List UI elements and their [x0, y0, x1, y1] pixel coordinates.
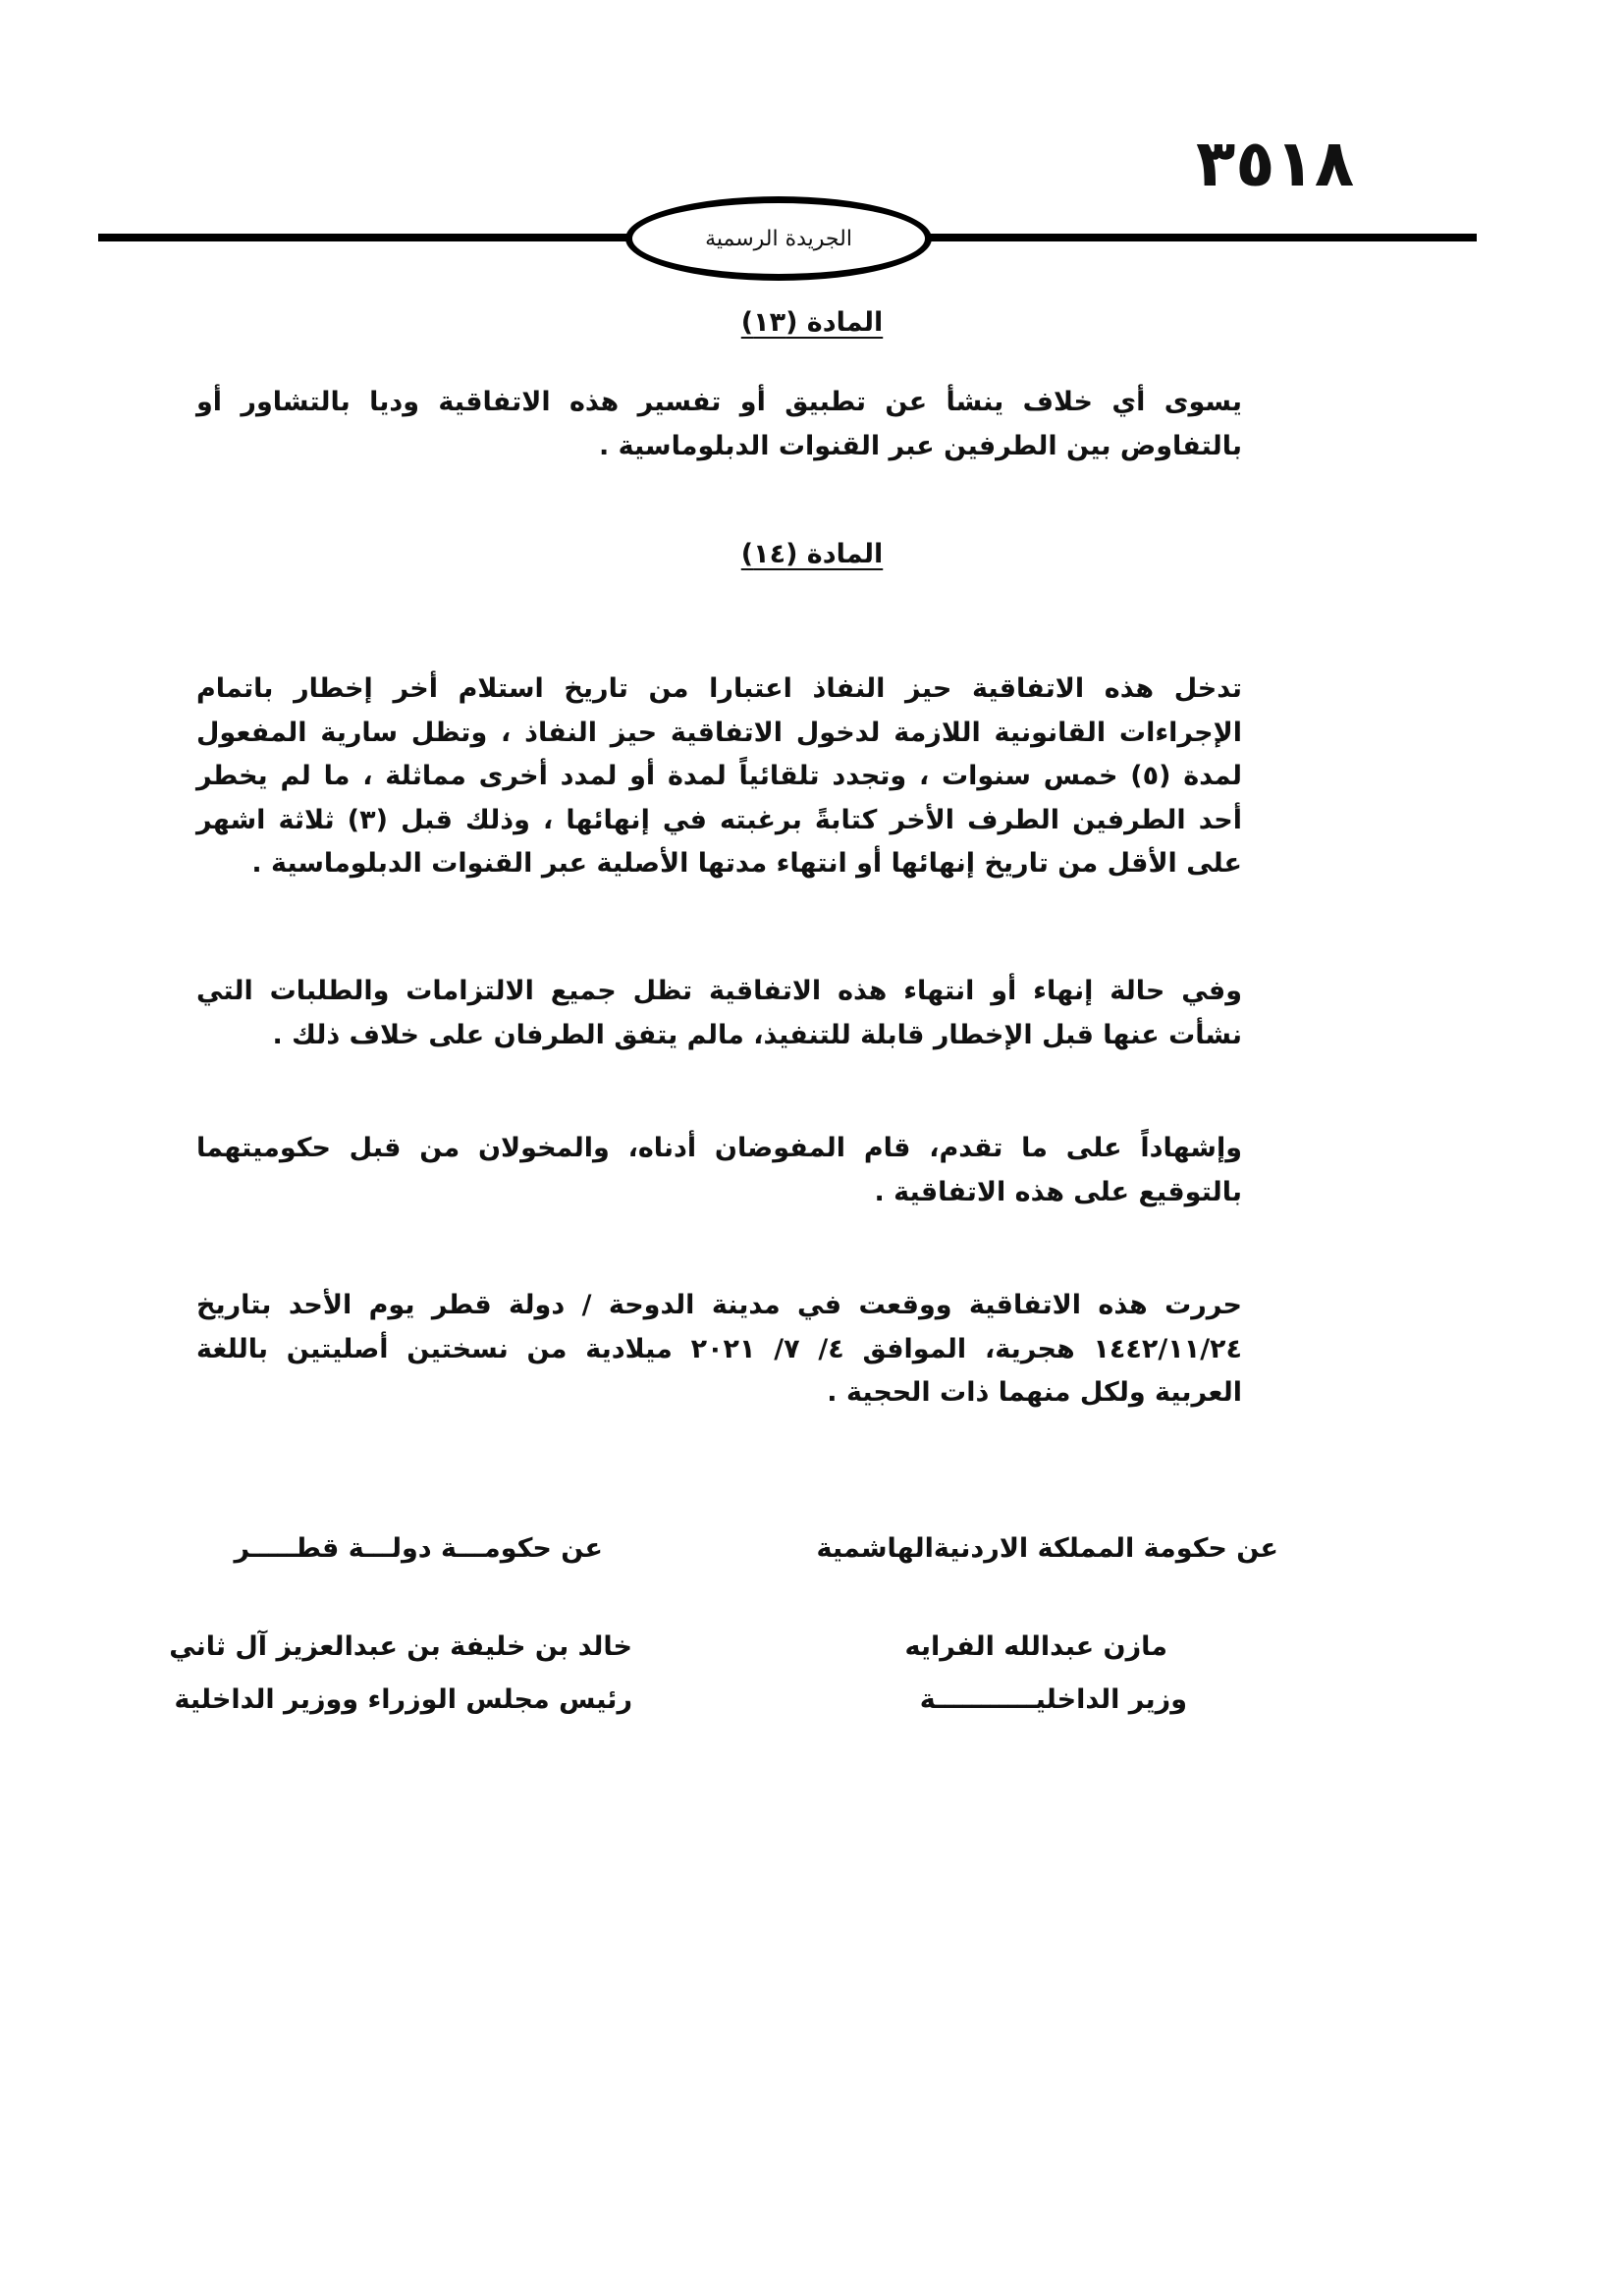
gazette-title-oval [625, 196, 932, 281]
article-14-paragraph-4: حررت هذه الاتفاقية ووقعت في مدينة الدوحة / دولة قطر يوم الأحد بتاريخ ١٤٤٢/١١/٢٤ هجرية، الموافق ٤/ ٧/ ٢٠٢١ ميلادية من نسختين أصليتين باللغة العربية ولكل منهما ذات الحجية . [196, 1290, 1243, 1408]
article-14-paragraph-3: وإشهاداً على ما تقدم، قام المفوضان أدناه، والمخولان من قبل حكوميتهما بالتوقيع على هذه الاتفاقية . [196, 1133, 1242, 1207]
qatar-signatory-name: خالد بن خليفة بن عبدالعزيز آل ثاني [169, 1631, 632, 1662]
jordan-signatory-name: مازن عبدالله الفرايه [904, 1631, 1167, 1662]
article-14-paragraph-1: تدخل هذه الاتفاقية حيز النفاذ اعتبارا من تاريخ استلام أخر إخطار باتمام الإجراءات القانونية اللازمة لدخول الاتفاقية حيز النفاذ ، وتظل سارية المفعول لمدة (٥) خمس سنوات ، وتجدد تلقائياً لمدة أو لمدد أخرى مماثلة ، ما لم يخطر أحد الطرفين الطرف الأخر كتابةً برغبته في إنهائها ، وذلك قبل (٣) ثلاثة اشهر على الأقل من تاريخ إنهائها أو انتهاء مدتها الأصلية عبر القنوات الدبلوماسية . [196, 673, 1243, 879]
page-number: ٣٥١٨ [1196, 126, 1355, 201]
article-13-text: يسوى أي خلاف ينشأ عن تطبيق أو تفسير هذه الاتفاقية وديا بالتشاور أو بالتفاوض بين الطرفين عبر القنوات الدبلوماسية . [196, 387, 1242, 461]
gazette-title: الجريدة الرسمية [705, 226, 852, 251]
article-14-paragraph-2: وفي حالة إنهاء أو انتهاء هذه الاتفاقية تظل جميع الالتزامات والطلبات التي نشأت عنها قبل الإخطار قابلة للتنفيذ، مالم يتفق الطرفان على خلاف ذلك . [196, 976, 1242, 1050]
article-14-title: المادة (١٤) [740, 539, 884, 569]
jordan-government-label: عن حكومة المملكة الاردنيةالهاشمية [816, 1533, 1278, 1564]
qatar-government-label: عن حكومـــة دولـــة قطـــــر [234, 1533, 603, 1564]
qatar-signatory-position: رئيس مجلس الوزراء ووزير الداخلية [174, 1684, 632, 1715]
article-13-title: المادة (١٣) [740, 307, 884, 338]
jordan-signatory-position: وزير الداخليـــــــــــة [919, 1684, 1187, 1715]
